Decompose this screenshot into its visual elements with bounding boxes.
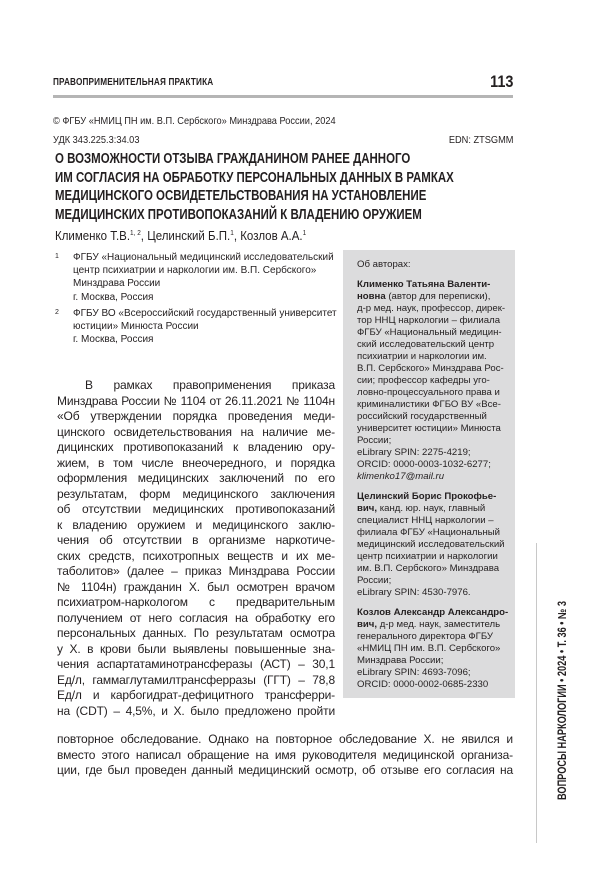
body-line: В рамках правоприменения приказа xyxy=(57,378,335,394)
journal-name: ВОПРОСЫ НАРКОЛОГИИ xyxy=(557,684,569,800)
affiliation-number: 1 xyxy=(55,250,59,263)
author-bio-line: eLibrary SPIN: 4530-7976. xyxy=(357,587,511,599)
email-text: klimenko17@mail.ru xyxy=(357,471,444,482)
author-list xyxy=(55,229,306,243)
author-bio-line: тор ННЦ наркологии – филиала xyxy=(357,315,511,327)
author-bio-line xyxy=(357,291,511,303)
author-bio-text: д-р мед. наук, заместитель xyxy=(377,619,500,630)
author-bio-line: ловно-процессуального права и xyxy=(357,387,511,399)
journal-issue: № 3 xyxy=(557,601,569,619)
body-line: Минздрава России № 1104 от 26.11.2021 № 1104н xyxy=(57,394,335,410)
author-bio-line: ORCID: 0000-0002-0685-2330 xyxy=(357,679,511,691)
title-line: МЕДИЦИНСКИХ ПРОТИВОПОКАЗАНИЙ К ВЛАДЕНИЮ ОРУЖИЕМ xyxy=(55,206,454,225)
body-line: ции, где был проведен данный медицинский осмотр, об отзыве его согласия на xyxy=(57,763,513,779)
author-bio-line: ФГБУ «Национальный медицин- xyxy=(357,327,511,339)
body-line: об отсутствии медицинских противопоказаний xyxy=(57,502,335,518)
author-bio-line: психиатрии и наркологии им. xyxy=(357,351,511,363)
affiliation-line: г. Москва, Россия xyxy=(73,333,339,346)
author-bio-line: российский государственный xyxy=(357,411,511,423)
author-name: Козлов А.А. xyxy=(240,229,302,243)
author-bio-line: «НМИЦ ПН им. В.П. Сербского» xyxy=(357,643,511,655)
author-bio-line: филиала ФГБУ «Национальный xyxy=(357,527,511,539)
title-line: ИМ СОГЛАСИЯ НА ОБРАБОТКУ ПЕРСОНАЛЬНЫХ ДАННЫХ В РАМКАХ xyxy=(55,169,454,188)
author-bio-line: ский исследовательский центр xyxy=(357,339,511,351)
body-line: «Об утверждении порядка проведения меди- xyxy=(57,409,335,425)
journal-side-banner xyxy=(557,601,569,800)
body-line: психиатром-наркологом с предварительным xyxy=(57,595,335,611)
author-affiliation-ref: 1 xyxy=(230,230,234,237)
author-affiliation-ref: 1, 2 xyxy=(130,230,141,237)
body-line: цинского освидетельствования на наличие ме- xyxy=(57,425,335,441)
author-bio-line: сии; профессор кафедры уго- xyxy=(357,375,511,387)
body-line: получением от него согласия на обработку его xyxy=(57,611,335,627)
author-bio-line: eLibrary SPIN: 2275-4219; xyxy=(357,447,511,459)
body-line: Ед/л и карбогидрат-дефицитного трансферри- xyxy=(57,688,335,704)
body-line: к владению оружием и медицинского заклю- xyxy=(57,518,335,534)
author-bio-line: eLibrary SPIN: 4693-7096; xyxy=(357,667,511,679)
author-bio-line: специалист ННЦ наркологии – xyxy=(357,515,511,527)
author-full-name: вич, xyxy=(357,619,377,630)
journal-year: 2024 xyxy=(557,656,569,676)
bullet: • xyxy=(557,679,569,682)
separator: , xyxy=(234,229,240,243)
author-name: Целинский Б.П. xyxy=(147,229,230,243)
body-text-full-width xyxy=(57,732,513,779)
udk-code: УДК 343.225.3:34.03 xyxy=(53,134,139,146)
body-line: результатам, форм медицинского заключения xyxy=(57,487,335,503)
author-bio-line xyxy=(357,279,511,291)
author-bio xyxy=(357,279,515,483)
author-bio-line: В.П. Сербского» Минздрава Рос- xyxy=(357,363,511,375)
affiliation-line: ФГБУ ВО «Всероссийский государственный университет xyxy=(73,307,339,320)
author-bio-line: криминалистики ФГБО ВУ «Все- xyxy=(357,399,511,411)
author-bio-line: д-р мед. наук, профессор, дирек- xyxy=(357,303,511,315)
author-full-name: Клименко Татьяна Валенти- xyxy=(357,279,490,290)
header-divider xyxy=(53,95,513,98)
about-authors-heading: Об авторах: xyxy=(357,259,511,271)
title-line: О ВОЗМОЖНОСТИ ОТЗЫВА ГРАЖДАНИНОМ РАНЕЕ ДАННОГО xyxy=(55,150,454,169)
author-full-name: вич, xyxy=(357,503,377,514)
author-bio-line: университет юстиции» Минюста xyxy=(357,423,511,435)
body-line: на (CDT) – 4,5%, и Х. было предложено пройти xyxy=(57,704,335,720)
author-bio-line xyxy=(357,607,511,619)
body-text-column xyxy=(57,378,335,719)
page-number: 113 xyxy=(490,72,513,92)
affiliation-line: ФГБУ «Национальный медицинский исследовательский xyxy=(73,251,339,264)
body-line: чения об отсутствии в организме наркотиче- xyxy=(57,533,335,549)
affiliation-line: г. Москва, Россия xyxy=(73,291,339,304)
running-head-section: ПРАВОПРИМЕНИТЕЛЬНАЯ ПРАКТИКА xyxy=(53,77,213,88)
affiliation xyxy=(55,251,339,304)
separator: , xyxy=(141,229,147,243)
journal-volume: Т. 36 xyxy=(557,627,569,647)
author-bio-line: генерального директора ФГБУ xyxy=(357,631,511,643)
author-bio-line: медицинский исследовательский xyxy=(357,539,511,551)
copyright: © ФГБУ «НМИЦ ПН им. В.П. Сербского» Минздрава России, 2024 xyxy=(53,115,336,127)
affiliation-line: юстиции» Минюста России xyxy=(73,320,339,333)
author-bio-line xyxy=(357,491,511,503)
author-email xyxy=(357,471,511,483)
author-bio-line xyxy=(357,619,511,631)
author-bio xyxy=(357,607,515,691)
body-line: № 1104н) гражданин Х. был осмотрен врачом xyxy=(57,580,335,596)
affiliation xyxy=(55,307,339,347)
body-line: таболитов» (далее – приказ Минздрава России xyxy=(57,564,335,580)
author-full-name: новна xyxy=(357,291,386,302)
body-line: дицинских противопоказаний к владению ору- xyxy=(57,440,335,456)
about-authors-box xyxy=(343,250,515,698)
body-line: повторное обследование. Однако на повторное обследование Х. не явился и xyxy=(57,732,513,748)
title-line: МЕДИЦИНСКОГО ОСВИДЕТЕЛЬСТВОВАНИЯ НА УСТАНОВЛЕНИЕ xyxy=(55,187,454,206)
body-line: оформления медицинских заключений по его xyxy=(57,471,335,487)
author-bio xyxy=(357,491,515,599)
author-bio-text: канд. юр. наук, главный xyxy=(377,503,485,514)
author-full-name: Целинский Борис Прокофье- xyxy=(357,491,496,502)
body-line: у Х. в крови были выявлены повышенные зна- xyxy=(57,642,335,658)
affiliation-line: центр психиатрии и наркологии им. В.П. Сербского» xyxy=(73,264,339,277)
author-affiliation-ref: 1 xyxy=(303,230,307,237)
author-bio-line: им. В.П. Сербского» Минздрава xyxy=(357,563,511,575)
article-title xyxy=(55,150,560,224)
bullet: • xyxy=(557,622,569,625)
body-line: ских средств, психотропных веществ и их ме- xyxy=(57,549,335,565)
body-line: жием, в том числе внеочередного, и порядка xyxy=(57,456,335,472)
author-full-name: Козлов Александр Александро- xyxy=(357,607,508,618)
affiliation-line: Минздрава России xyxy=(73,277,339,290)
author-bio-line: России; xyxy=(357,575,511,587)
body-line: персональных данных. По результатам осмотра xyxy=(57,626,335,642)
edn-code: EDN: ZTSGMM xyxy=(448,134,513,146)
body-line: Ед/л, гаммаглутамилтрансферразы (ГГТ) – 78,8 xyxy=(57,673,335,689)
bullet: • xyxy=(557,650,569,653)
author-bio-line: Минздрава России; xyxy=(357,655,511,667)
body-line: вместо этого написал обращение на имя руководителя медицинской организа- xyxy=(57,748,513,764)
author-bio-line: России; xyxy=(357,435,511,447)
author-name: Клименко Т.В. xyxy=(55,229,130,243)
side-divider xyxy=(536,543,537,843)
author-bio-text: (автор для переписки), xyxy=(386,291,491,302)
body-line: чения аспартатаминотрансферазы (АСТ) – 30,1 xyxy=(57,657,335,673)
author-bio-line xyxy=(357,503,511,515)
affiliation-number: 2 xyxy=(55,306,59,319)
author-bio-line: центр психиатрии и наркологии xyxy=(357,551,511,563)
author-bio-line: ORCID: 0000-0003-1032-6277; xyxy=(357,459,511,471)
